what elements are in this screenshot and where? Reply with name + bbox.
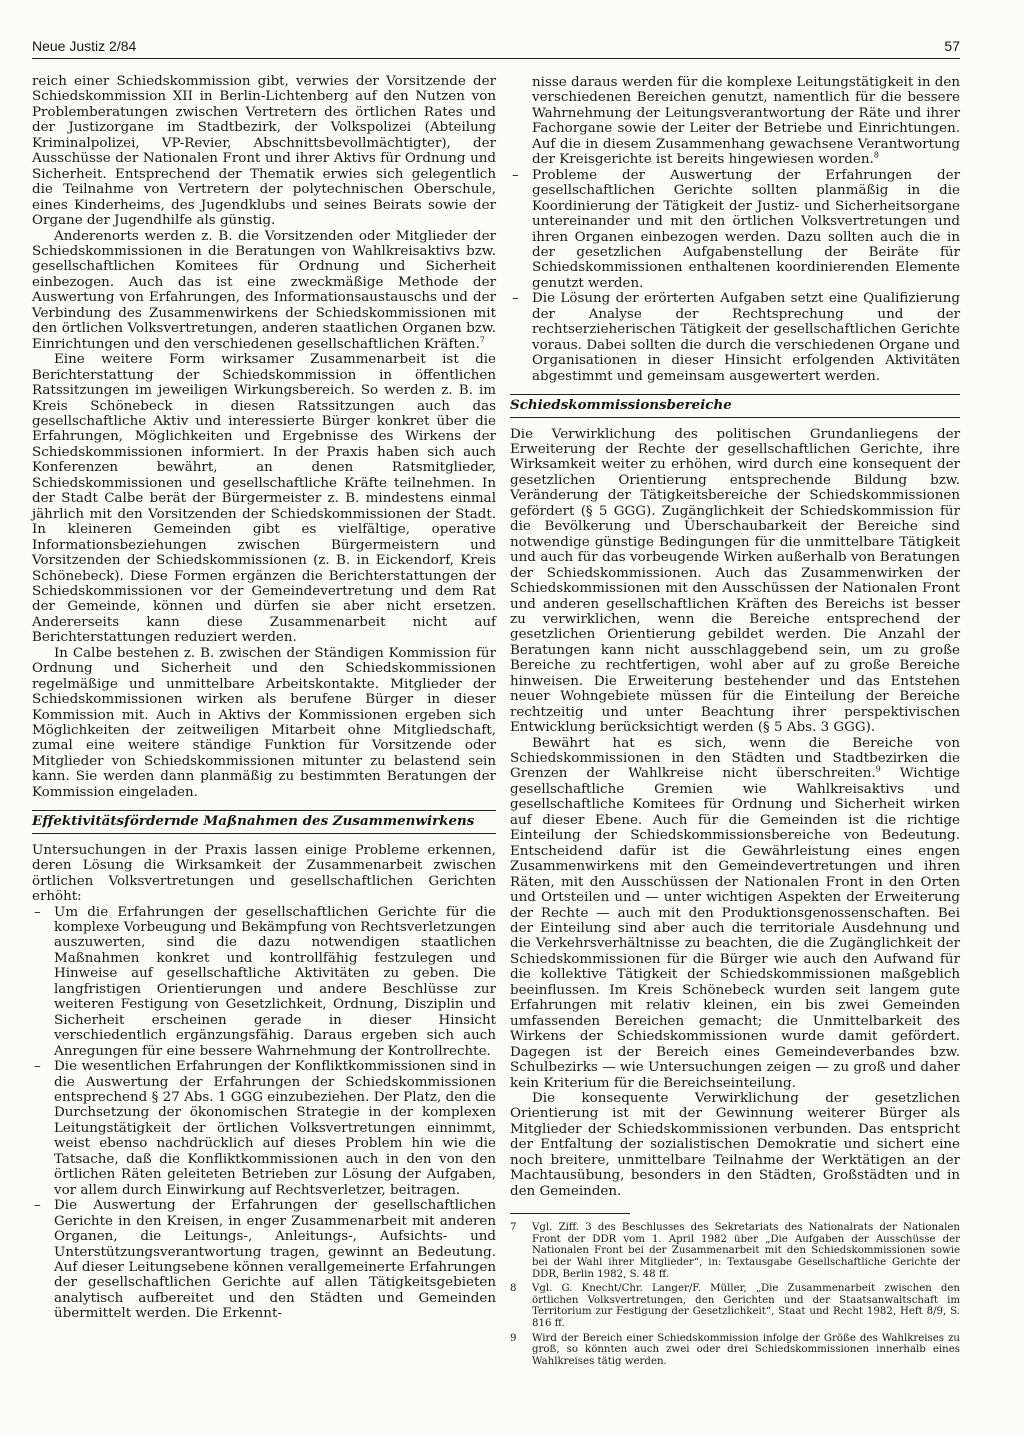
paragraph: Die Verwirklichung des politischen Grundanliegens der Erweiterung der Rechte der gesellschaftlichen Gerichte, ihre Wirksamkeit weiter zu erhöhen, wird durch eine konsequent der gesetzlichen Orientierung entsprechende Bildung bzw. Veränderung der Tätigkeitsbereiche der Schiedskommissionen gefördert (§ 5 GGG). Zugänglichkeit der Schiedskommission für die Bevölkerung und Überschaubarkeit der Bereiche sind notwendige günstige Bedingungen für die unmittelbare Tätigkeit und auch für das vorbeugende Wirken außerhalb von Beratungen der Schiedskommissionen. Auch das Zusammenwirken der Schiedskommissionen mit den Ausschüssen der Nationalen Front und anderen gesellschaftlichen Kräften des Bereichs ist besser zu verwirklichen, wenn die Bereiche entsprechend der gesetzlichen Orientierung gebildet werden. Die Anzahl der Beratungen kann nicht ausschlaggebend sein, um zu große Bereiche zu rechtfertigen, wohl aber auf zu große Bereiche hinweisen. Die Erweiterung bestehender und das Entstehen neuer Wohngebiete müssen für die Einteilung der Bereiche rechtzeitig und unter Beachtung ihrer perspektivischen Entwicklung berücksichtigt werden (§ 5 Abs. 3 GGG). (510, 426, 960, 736)
footnote-number: 8 (510, 1283, 517, 1295)
dash-bullet: – (512, 291, 519, 307)
page-number: 57 (944, 38, 960, 54)
section-heading: Effektivitätsfördernde Maßnahmen des Zusammenwirkens (32, 810, 496, 833)
journal-title: Neue Justiz 2/84 (32, 38, 137, 54)
paragraph-text: Anderenorts werden z. B. die Vorsitzenden oder Mitglieder der Schiedskommissionen in die Beratungen von Wahlkreisaktivs bzw. gesellschaftlichen Komitees für Ordnung und Sicherheit einbezogen. Auch das ist eine zweckmäßige Methode der Auswertung von Erfahrungen, des Informationsaustauschs und der Verbindung des Zusammenwirkens der Schiedskommissionen mit den örtlichen Volksvertretungen, anderen staatlichen Organen bzw. Einrichtungen und den verschiedenen gesellschaftlichen Kräften. (32, 228, 496, 352)
paragraph: reich einer Schiedskommission gibt, verwies der Vorsitzende der Schiedskommission XII in Berlin-Lichtenberg auf den Nutzen von Problemberatungen zwischen Vertretern des örtlichen Rates und der Justizorgane im Stadtbezirk, der Volkspolizei (Abteilung Kriminalpolizei, VP-Revier, Abschnittsbevollmächtigter), der Ausschüsse der Nationalen Front und ihrer Aktivs für Ordnung und Sicherheit. Entsprechend der Thematik erwies sich gelegentlich die Teilnahme von Vertretern der polytechnischen Oberschule, eines Kinderheims, des Jugendklubs und seines Beirats sowie der Organe der Jugendhilfe als günstig. (32, 74, 496, 229)
footnote-ref: 7 (479, 335, 485, 345)
dash-bullet: – (34, 1198, 41, 1214)
paragraph: In Calbe bestehen z. B. zwischen der Ständigen Kommission für Ordnung und Sicherheit und den Schiedskommissionen regelmäßige und unmittelbare Arbeitskontakte. Mitglieder der Schiedskommissionen wirken als berufene Bürger in dieser Kommission mit. Auch in Aktivs der Kommissionen ergeben sich Möglichkeiten der zeitweiligen Mitarbeit ohne Mitgliedschaft, zumal eine weitere ständige Funktion für Vorsitzende oder Mitglieder von Schiedskommissionen mitunter zu belastend sein kann. Sie werden dann planmäßig zu bestimmten Beratungen der Kommission eingeladen. (32, 645, 496, 800)
footnote-text: Vgl. Ziff. 3 des Beschlusses des Sekretariats des Nationalrats der Nationalen Front der DDR vom 1. April 1982 über „Die Aufgaben der Ausschüsse der Nationalen Front bei der Zusammenarbeit mit den Schiedskommissionen sowie bei der Wahl ihrer Mitglieder“, in: Textausgabe Gesellschaftliche Gerichte der DDR, Berlin 1982, S. 48 ff. (532, 1222, 960, 1280)
footnote (510, 1333, 960, 1368)
right-column (510, 75, 960, 1370)
paragraph-text: Bewährt hat es sich, wenn die Bereiche von Schiedskommissionen in den Städten und Stadtbezirken die Grenzen der Wahlkreise nicht überschreiten. (510, 735, 960, 782)
section-heading: Schiedskommissionsbereiche (510, 394, 960, 417)
paragraph: Die konsequente Verwirklichung der gesetzlichen Orientierung ist mit der Gewinnung weiterer Bürger als Mitglieder der Schiedskommissionen verbunden. Das entspricht der Entfaltung der sozialistischen Demokratie und sichert eine noch breitere, unmittelbare Teilnahme der Werktätigen an der Machtausübung, besonders in den Städten, Großstädten und in den Gemeinden. (510, 1091, 960, 1199)
paragraph-text: Wichtige gesellschaftliche Gremien wie Wahlkreisaktivs und gesellschaftliche Komitees für Ordnung und Sicherheit wirken auf dieser Ebene. Auch für die Gemeinden ist die richtige Einteilung der Schiedskommissionsbereiche von Bedeutung. Entscheidend dafür ist die Gewährleistung eines engen Zusammenwirkens mit den Gemeindevertretungen und ihren Räten, mit den Ausschüssen der Nationalen Front in den Orten und Ortsteilen und — unter wichtigen Aspekten der Erweiterung der Rechte — auch mit den Produktionsgenossenschaften. Bei der Einteilung sind aber auch die territoriale Ausdehnung und die Verkehrsverhältnisse zu beachten, die die Zugänglichkeit der Schiedskommissionen für die Bürger wie auch den Aufwand für die kollektive Tätigkeit der Schiedskommissionen maßgeblich beeinflussen. Im Kreis Schönebeck wurden seit langem gute Erfahrungen mit relativ kleinen, ein bis zwei Gemeinden umfassenden Bereichen gemacht; die Unmittelbarkeit des Wirkens der Schiedskommissionen wurde damit gefördert. Dagegen ist der Bereich eines Gemeindeverbandes bzw. Schulbezirks — wie Untersuchungen zeigen — zu groß und daher kein Kriterium für die Bereichseinteilung. (510, 766, 960, 1091)
paragraph: Eine weitere Form wirksamer Zusammenarbeit ist die Berichterstattung der Schiedskommission in öffentlichen Ratssitzungen im jeweiligen Wirkungsbereich. So werden z. B. im Kreis Schönebeck in diesen Ratssitzungen auch das gesellschaftliche Aktiv und interessierte Bürger konkret über die Erfahrungen, Möglichkeiten und Ergebnisse des Wirkens der Schiedskommissionen informiert. In der Praxis haben sich auch Konferenzen bewährt, an denen Ratsmitglieder, Schiedskommissionen und gesellschaftliche Kräfte teilnehmen. In der Stadt Calbe berät der Bürgermeister z. B. mindestens einmal jährlich mit den Vorsitzenden der Schiedskommissionen der Stadt. In kleineren Gemeinden gibt es vielfältige, operative Informationsbeziehungen zwischen Bürgermeistern und Vorsitzenden der Schiedskommissionen (z. B. in Eickendorf, Kreis Schönebeck). Diese Formen ergänzen die Berichterstattungen der Schiedskommissionen vor der Gemeindevertretung und dem Rat der Gemeinde, können und dürfen sie aber nicht ersetzen. Andererseits kann diese Zusammenarbeit nicht auf Berichterstattungen reduziert werden. (32, 352, 496, 646)
footnote-ref: 8 (873, 150, 879, 160)
bullet-text: Probleme der Auswertung der Erfahrungen der gesellschaftlichen Gerichte sollten planmäßig in die Koordinierung der Tätigkeit der Justiz- und Sicherheitsorgane untereinander und mit den örtlichen Volksvertretungen und ihren Organen einbezogen werden. Dazu sollten auch die in der gesetzlichen Aufgabenstellung der Beiräte für Schiedskommissionen enthaltenen koordinierenden Elemente genutzt werden. (532, 167, 960, 291)
bullet-item (510, 291, 960, 384)
footnote (510, 1222, 960, 1280)
paragraph: Untersuchungen in der Praxis lassen einige Probleme erkennen, deren Lösung die Wirksamkeit der Zusammenarbeit zwischen örtlichen Volksvertretungen und gesellschaftlichen Gerichten erhöht: (32, 842, 496, 905)
bullet-text: Die wesentlichen Erfahrungen der Konfliktkommissionen sind in die Auswertung der Erfahrungen der Schiedskommissionen entsprechend § 27 Abs. 1 GGG einzubeziehen. Der Platz, den die Durchsetzung der ökonomischen Strategie in der komplexen Leitungstätigkeit der örtlichen Volksvertretungen einnimmt, weist ebenso nachdrücklich auf dieses Problem hin wie die Tatsache, daß die Konfliktkommissionen auch in den von den örtlichen Räten geleiteten Betrieben zur Lösung der Aufgaben, vor allem durch Einwirkung auf Rechtsverletzer, beitragen. (54, 1059, 496, 1198)
bullet-continuation (510, 75, 960, 168)
footnote-text: Vgl. G. Knecht/Chr. Langer/F. Müller, „Die Zusammenarbeit zwischen den örtlichen Volksvertretungen, den Gerichten und der Staatsanwaltschaft im Territorium zur Festigung der Gesetzlichkeit“, Staat und Recht 1982, Heft 8/9, S. 816 ff. (532, 1283, 960, 1329)
footnote-ref: 9 (875, 765, 881, 774)
bullet-text: Um die Erfahrungen der gesellschaftlichen Gerichte für die komplexe Vorbeugung und Bekämpfung von Rechtsverletzungen auszuwerten, sind die dazu notwendigen staatlichen Maßnahmen konkret und kontrollfähig festzulegen und Hinweise auf gesellschaftliche Aktivitäten zu geben. Die langfristigen Orientierungen und andere Beschlüsse zur weiteren Festigung von Gesetzlichkeit, Ordnung, Disziplin und Sicherheit erscheinen gerade in dieser Hinsicht verschiedentlich ergänzungsfähig. Daraus ergeben sich auch Anregungen für eine bessere Wahrnehmung der Kontrollrechte. (54, 904, 496, 1059)
bullet-text: Die Auswertung der Erfahrungen der gesellschaftlichen Gerichte in den Kreisen, in enger Zusammenarbeit mit anderen Organen, die Leitungs-, Anleitungs-, Aufsichts- und Unterstützungsverantwortung tragen, gewinnt an Bedeutung. Auf dieser Leitungsebene können verallgemeinerte Erfahrungen der gesellschaftlichen Gerichte auf allen Tätigkeitsgebieten analytisch aufbereitet und den Städten und Gemeinden übermittelt werden. Die Erkennt- (54, 1198, 496, 1322)
footnote (510, 1283, 960, 1329)
dash-bullet: – (512, 167, 519, 183)
bullet-item (510, 168, 960, 292)
bullet-item (32, 1198, 496, 1322)
footnote-number: 7 (510, 1222, 517, 1234)
continuation-text: nisse daraus werden für die komplexe Leitungstätigkeit in den verschiedenen Bereichen genutzt, namentlich für die bessere Wahrnehmung der Leitungsverantwortung der Räte und ihrer Fachorgane sowie der Leiter der Betriebe und Einrichtungen. Auf die in diesem Zusammenhang gewachsene Verantwortung der Kreisgerichte ist bereits hingewiesen worden. (532, 75, 960, 168)
footnote-text: Wird der Bereich einer Schiedskommission infolge der Größe des Wahlkreises zu groß, so könnten auch zwei oder drei Schiedskommissionen innerhalb eines Wahlkreises tätig werden. (532, 1332, 960, 1367)
running-header (32, 38, 960, 59)
dash-bullet: – (34, 904, 41, 920)
bullet-item (32, 1059, 496, 1198)
paragraph (32, 229, 496, 353)
paragraph (510, 736, 960, 1091)
bullet-item (32, 905, 496, 1060)
bullet-text: Die Lösung der erörterten Aufgaben setzt eine Qualifizierung der Analyse der Rechtsprechung und der rechtserzieherischen Tätigkeit der gesellschaftlichen Gerichte voraus. Dabei sollten die durch die verschiedenen Organe und Organisationen in dieser Hinsicht erfolgenden Aktivitäten abgestimmt und gemeinsam ausgewertert werden. (532, 291, 960, 384)
dash-bullet: – (34, 1059, 41, 1075)
footnote-divider (510, 1213, 630, 1214)
footnote-number: 9 (510, 1332, 517, 1344)
left-column (32, 74, 496, 1322)
